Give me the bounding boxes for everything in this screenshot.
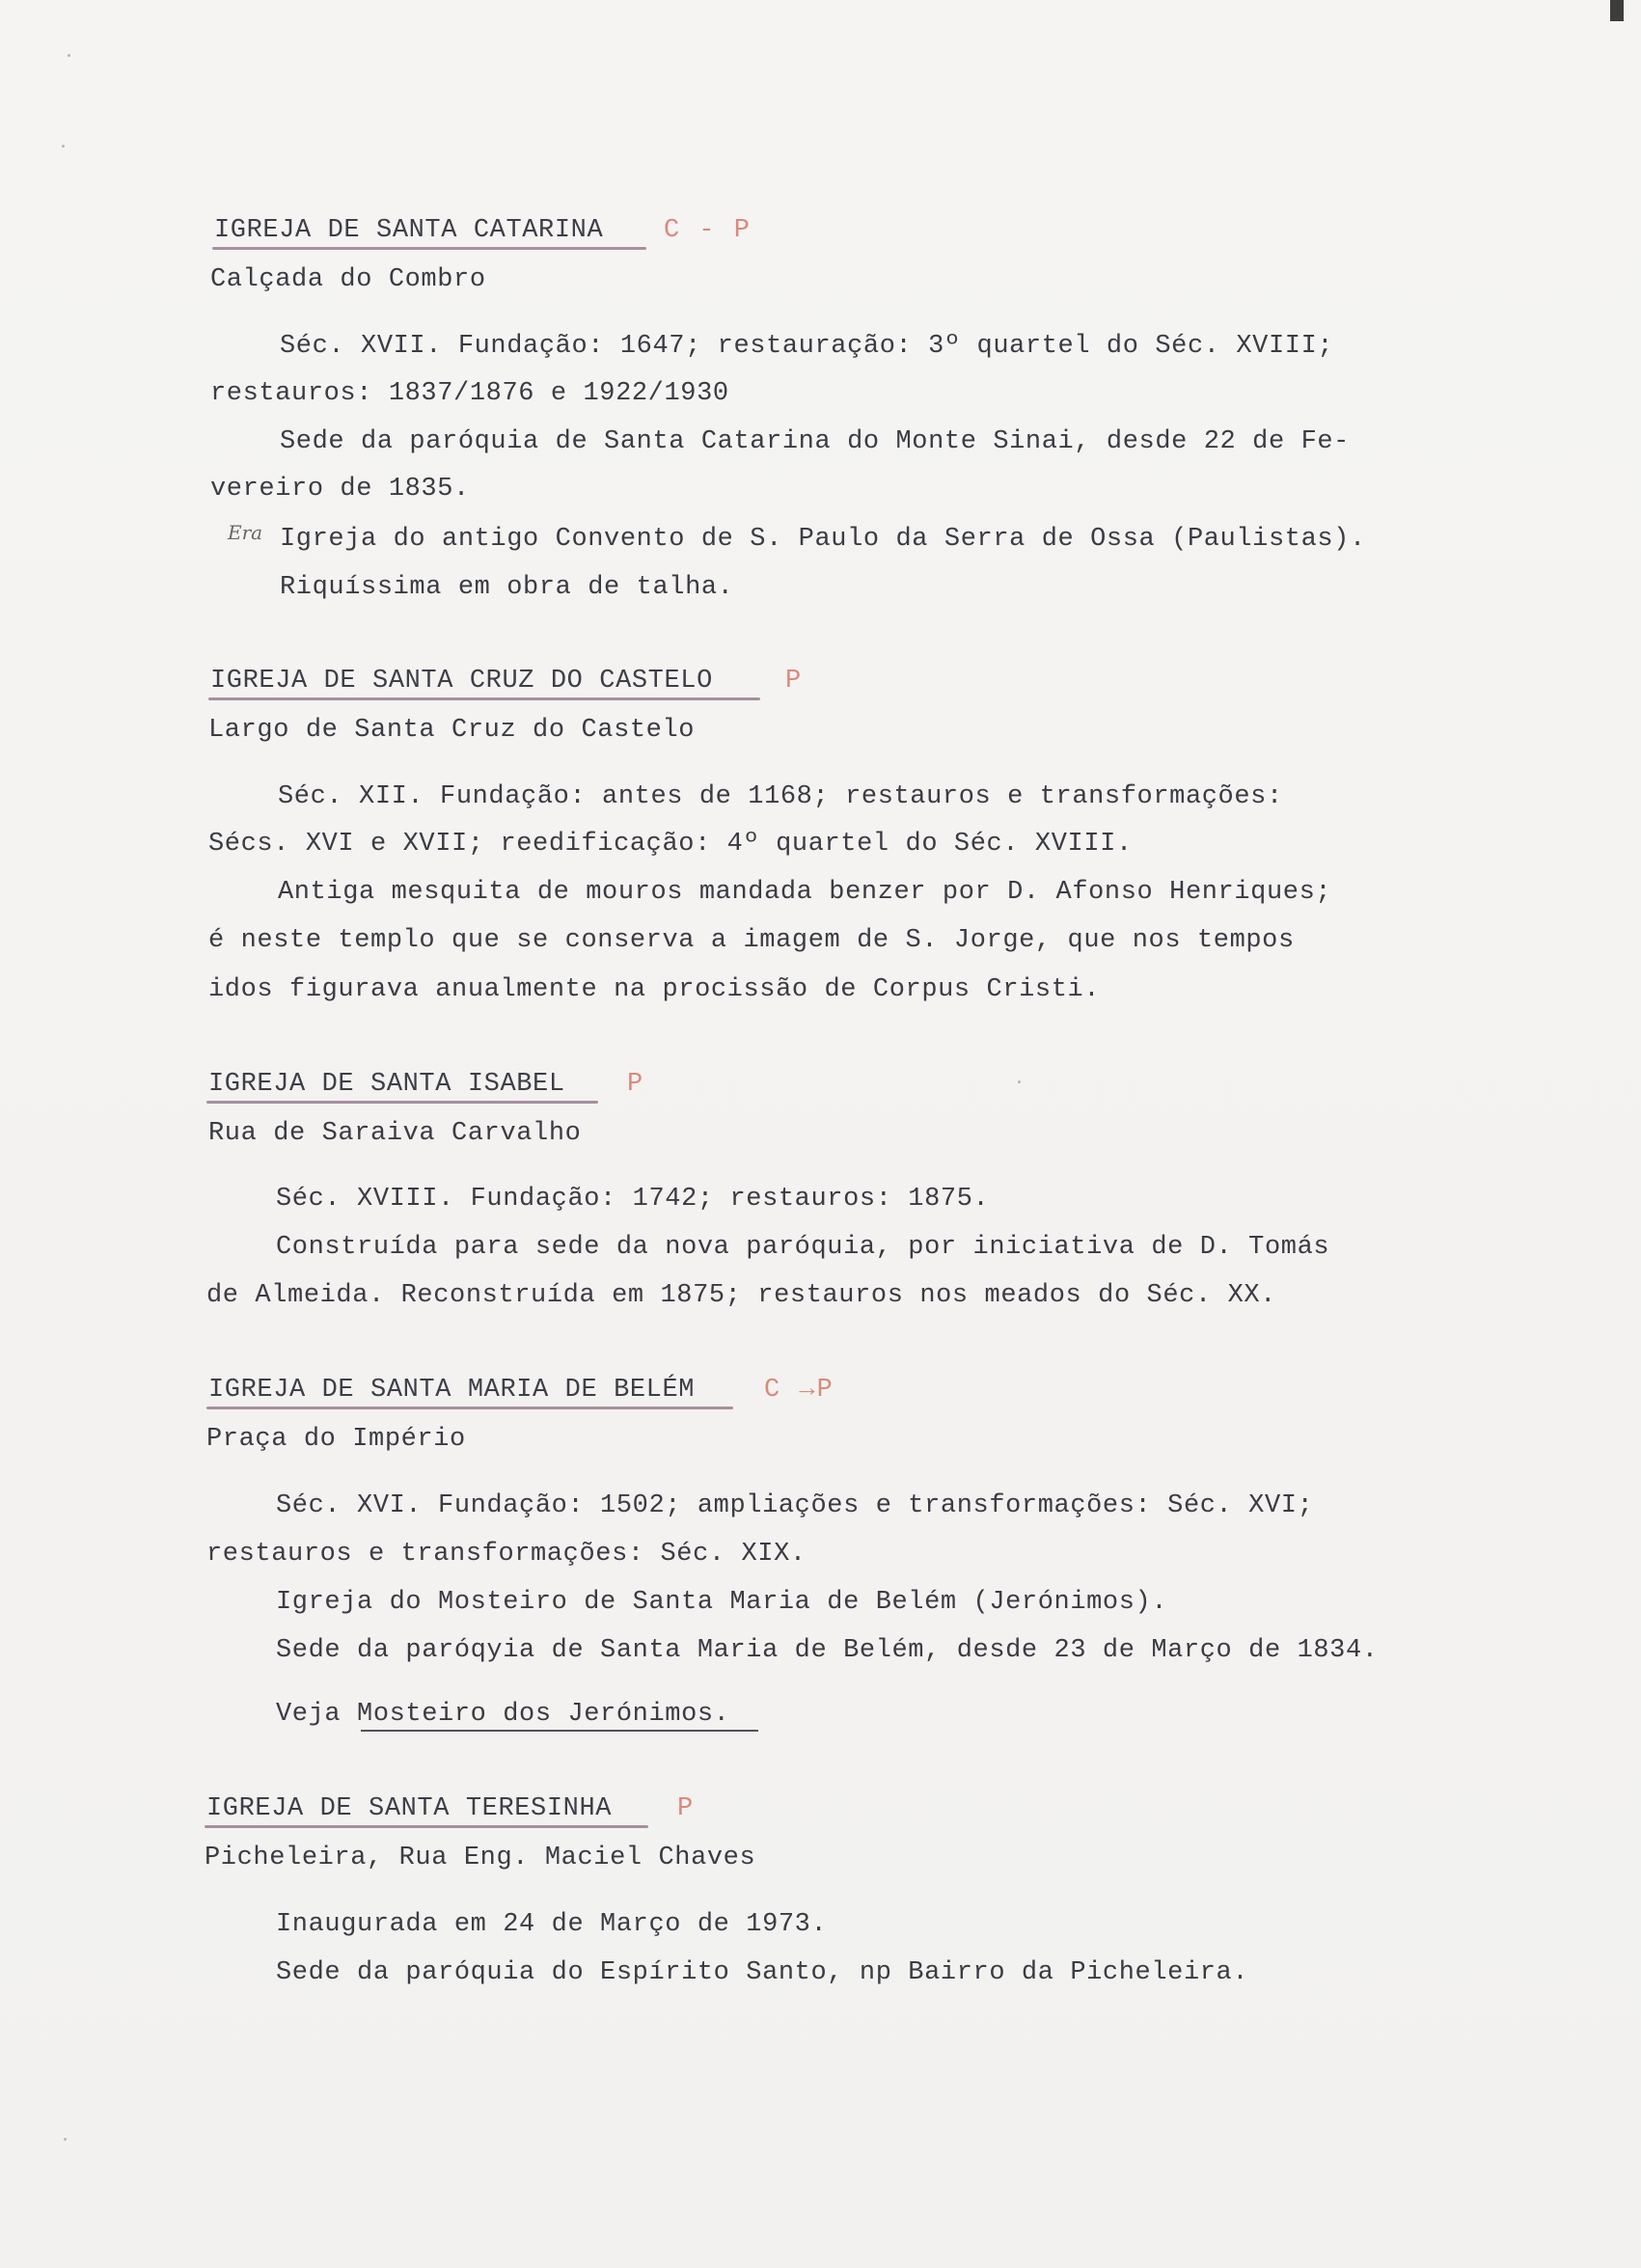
paper-speck bbox=[62, 145, 65, 148]
entry-address: Picheleira, Rua Eng. Maciel Chaves bbox=[205, 1844, 756, 1872]
entry-address: Calçada do Combro bbox=[210, 265, 486, 294]
classification-mark: P bbox=[627, 1070, 645, 1099]
text-line: Antiga mesquita de mouros mandada benzer por D. Afonso Henriques; bbox=[278, 878, 1332, 907]
margin-note: Era bbox=[228, 521, 263, 544]
classification-mark: C →P bbox=[764, 1376, 834, 1405]
paper-speck bbox=[1018, 1080, 1021, 1083]
title-underline bbox=[205, 1825, 648, 1828]
entry-address: Rua de Saraiva Carvalho bbox=[208, 1119, 582, 1148]
text-line: é neste templo que se conserva a imagem de S. Jorge, que nos tempos bbox=[208, 926, 1295, 955]
scan-corner-mark bbox=[1610, 0, 1624, 21]
text-line: Inaugurada em 24 de Março de 1973. bbox=[276, 1910, 828, 1939]
entry-title: IGREJA DE SANTA CRUZ DO CASTELO bbox=[210, 667, 713, 696]
text-line: Séc. XVI. Fundação: 1502; ampliações e transformações: Séc. XVI; bbox=[276, 1491, 1314, 1520]
text-line: Séc. XII. Fundação: antes de 1168; restauros e transformações: bbox=[278, 782, 1283, 811]
text-line: Séc. XVIII. Fundação: 1742; restauros: 1875. bbox=[276, 1185, 990, 1214]
title-underline bbox=[206, 1101, 598, 1104]
entry-title: IGREJA DE SANTA TERESINHA bbox=[206, 1794, 613, 1823]
text-line: Sede da paróquia do Espírito Santo, np Bairro da Picheleira. bbox=[276, 1958, 1249, 1987]
title-underline bbox=[212, 247, 646, 250]
text-line: Construída para sede da nova paróquia, por iniciativa de D. Tomás bbox=[276, 1233, 1330, 1262]
see-also-prefix: Veja bbox=[276, 1700, 358, 1729]
classification-mark: P bbox=[677, 1794, 696, 1823]
text-line: Igreja do antigo Convento de S. Paulo da Serra de Ossa (Paulistas). bbox=[280, 525, 1366, 554]
entry-address: Largo de Santa Cruz do Castelo bbox=[208, 716, 696, 745]
see-also-line bbox=[276, 1698, 729, 1731]
text-line: Séc. XVII. Fundação: 1647; restauração: 3º quartel do Séc. XVIII; bbox=[280, 332, 1334, 361]
text-line: Riquíssima em obra de talha. bbox=[280, 573, 734, 602]
entry-title: IGREJA DE SANTA MARIA DE BELÉM bbox=[208, 1376, 696, 1405]
entry-address: Praça do Império bbox=[206, 1425, 466, 1454]
text-line: restauros e transformações: Séc. XIX. bbox=[206, 1540, 807, 1569]
title-underline bbox=[206, 1407, 733, 1409]
classification-mark: C - P bbox=[664, 216, 752, 245]
paper-speck bbox=[68, 54, 70, 57]
text-line: de Almeida. Reconstruída em 1875; restauros nos meados do Séc. XX. bbox=[206, 1281, 1276, 1310]
text-line: idos figurava anualmente na procissão de Corpus Cristi. bbox=[208, 975, 1101, 1004]
see-also-reference: Mosteiro dos Jerónimos. bbox=[357, 1700, 730, 1729]
entry-title: IGREJA DE SANTA ISABEL bbox=[208, 1070, 565, 1099]
paper-speck bbox=[64, 2138, 67, 2141]
text-line: Sécs. XVI e XVII; reedificação: 4º quartel do Séc. XVIII. bbox=[208, 830, 1133, 859]
title-underline bbox=[208, 697, 760, 700]
text-line: Sede da paróqyia de Santa Maria de Belém, desde 23 de Março de 1834. bbox=[276, 1636, 1379, 1665]
entry-title: IGREJA DE SANTA CATARINA bbox=[214, 216, 604, 245]
text-line: Igreja do Mosteiro de Santa Maria de Belém (Jerónimos). bbox=[276, 1588, 1168, 1617]
text-line: restauros: 1837/1876 e 1922/1930 bbox=[210, 379, 729, 408]
text-line: Sede da paróquia de Santa Catarina do Monte Sinai, desde 22 de Fe- bbox=[280, 427, 1350, 456]
text-line: vereiro de 1835. bbox=[210, 475, 470, 504]
classification-mark: P bbox=[785, 667, 804, 696]
reference-underline bbox=[361, 1730, 758, 1732]
